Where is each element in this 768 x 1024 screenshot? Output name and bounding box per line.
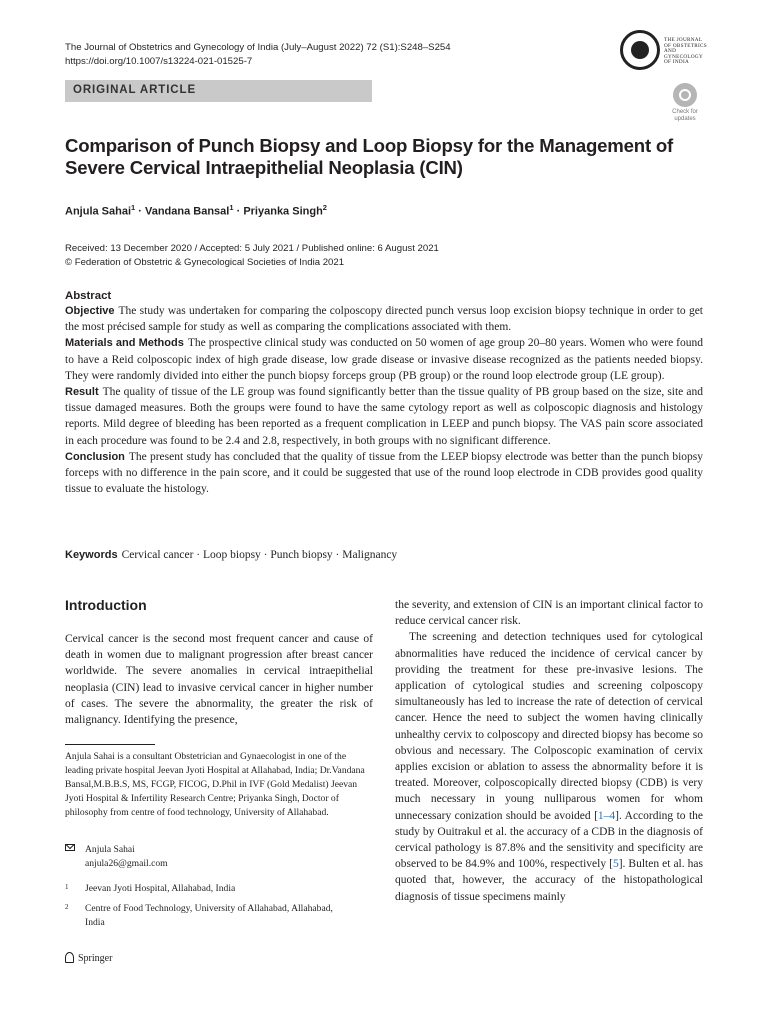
copyright-notice: © Federation of Obstetric & Gynecological Societies of India 2021 bbox=[65, 257, 345, 268]
citation-link[interactable]: 1–4 bbox=[597, 809, 616, 822]
introduction-heading: Introduction bbox=[65, 597, 147, 613]
keywords-label: Keywords bbox=[65, 549, 118, 561]
author-name[interactable]: Vandana Bansal bbox=[144, 205, 230, 218]
paragraph-text: ]. Bulten et al. has quoted that, however, the accuracy of the histopathological diagnosis of tissue specimens mainly bbox=[395, 858, 703, 903]
introduction-paragraph-2 bbox=[395, 629, 703, 904]
journal-logo bbox=[620, 30, 710, 80]
right-column bbox=[395, 597, 703, 905]
introduction-continuation: the severity, and extension of CIN is an important clinical factor to reduce cervical cancer risk. bbox=[395, 599, 703, 628]
abstract-result bbox=[65, 384, 703, 449]
left-column bbox=[65, 597, 373, 728]
abstract-section-text: The present study has concluded that the quality of tissue from the LEEP biopsy electrode was better than the punch biopsy forceps with no difference in the pain score, and it could be suggested that use of the round loop electrode in CDB provides good quality tissue to evaluate the histology. bbox=[65, 450, 703, 496]
author-list bbox=[65, 203, 327, 218]
paragraph-text: ]. According to the study by Ouitrakul et al. the accuracy of a CDB in the diagnosis of cervical pathology is 87.8% and the sensitivity and specificity are observed to be 84.9% and 100%, respectively [ bbox=[395, 809, 703, 871]
author-affiliation-mark: 2 bbox=[322, 203, 327, 212]
envelope-icon bbox=[65, 844, 75, 851]
abstract-section-text: The prospective clinical study was conducted on 50 women of age group 20–80 years. Women who were found to have a Reid colposcopic index of high grade disease, low grade disease or invasive disease recognized as the patients needed biopsy. They were randomly divided into either the punch biopsy forceps group (PB group) or the round loop electrode group (LE group). bbox=[65, 337, 704, 382]
author-name[interactable]: Priyanka Singh bbox=[243, 205, 323, 218]
author-separator: · bbox=[233, 205, 244, 218]
author-name[interactable]: Anjula Sahai bbox=[65, 205, 132, 218]
citation-link[interactable]: 5 bbox=[612, 858, 619, 871]
abstract-section-text: The study was undertaken for comparing the colposcopy directed punch versus loop excision biopsy technique in order to get the most précised sample for study as well as comparing the complications associated with them. bbox=[65, 305, 703, 334]
article-title: Comparison of Punch Biopsy and Loop Biopsy for the Management of Severe Cervical Intraepithelial Neoplasia (CIN) bbox=[65, 135, 674, 178]
contact-name: Anjula Sahai bbox=[85, 844, 135, 855]
journal-citation: The Journal of Obstetrics and Gynecology of India (July–August 2022) 72 (S1):S248–S254 bbox=[65, 42, 451, 53]
check-updates-label: Check for updates bbox=[672, 109, 698, 122]
check-updates-icon bbox=[673, 83, 697, 107]
paragraph-text: The screening and detection techniques used for cytological abnormalities have reduced the incidence of cervical cancer by providing the treatment for these pre-invasive lesions. The application of cytological studies and screening colposcopy simultaneously has led to increase the rate of detection of cervical cancer. Hence the need to subject the women having clinically unhealthy cervix to colposcopy and directed biopsy has become so obvious and necessary. The Colposcopic examination of cervix applies excision or ablation to assess the abnormality before it is treated. Moreover, colposcopically directed biopsy (CDB) is very much necessary in young nulliparous women for whom unnecessary conization should be avoided [ bbox=[395, 631, 703, 822]
affiliation-number: 2 bbox=[65, 903, 69, 911]
article-type-label: ORIGINAL ARTICLE bbox=[73, 84, 197, 96]
affiliation-text: Jeevan Jyoti Hospital, Allahabad, India bbox=[85, 883, 236, 894]
abstract-section bbox=[65, 290, 703, 497]
keywords-line bbox=[65, 549, 397, 561]
springer-horse-icon bbox=[65, 952, 74, 963]
author-separator: · bbox=[135, 205, 145, 218]
doi-link[interactable]: https://doi.org/10.1007/s13224-021-01525-7 bbox=[65, 56, 253, 67]
check-for-updates-button[interactable] bbox=[665, 83, 705, 125]
abstract-conclusion bbox=[65, 449, 703, 498]
abstract-methods bbox=[65, 335, 703, 384]
publication-dates bbox=[65, 242, 439, 270]
affiliation-text: Centre of Food Technology, University of Allahabad, Allahabad, India bbox=[85, 903, 333, 928]
footnote-divider bbox=[65, 744, 155, 745]
journal-logo-text: THE JOURNAL OF OBSTETRICS AND GYNECOLOGY OF INDIA bbox=[664, 37, 707, 66]
author-affiliation-mark: 1 bbox=[131, 203, 136, 212]
publisher-name: Springer bbox=[78, 953, 113, 964]
abstract-objective bbox=[65, 303, 703, 335]
abstract-section-label: Objective bbox=[65, 305, 115, 317]
abstract-section-label: Result bbox=[65, 386, 99, 399]
abstract-section-label: Materials and Methods bbox=[65, 337, 184, 350]
abstract-heading: Abstract bbox=[65, 290, 112, 302]
affiliation-number: 1 bbox=[65, 883, 69, 891]
author-bio-footnote: Anjula Sahai is a consultant Obstetrician and Gynaecologist in one of the leading private hospital Jeevan Jyoti Hospital at Allahabad, India; Dr.Vandana Bansal,M.B.B.S, MS, FCGP, FICOG, D.Phil in IVF (Gold Medalist) Jeevan Jyoti Hospital & Infertility Research Centre; Priyanka Singh, Doctor of philosophy from centre of food technology, University of Allahabad. bbox=[65, 751, 365, 818]
contact-email[interactable]: anjula26@gmail.com bbox=[85, 858, 168, 869]
keywords-text: Cervical cancer · Loop biopsy · Punch biopsy · Malignancy bbox=[121, 549, 398, 561]
abstract-section-text: The quality of tissue of the LE group was found significantly better than the tissue quality of PB group based on the size, site and tissue damaged measures. Both the groups were found to have the same cytology report as well as colposcopic diagnosis and histology reports. Mild degree of bleeding has been reported as a frequent complication in LEEP and punch biopsy. The VAS pain score associated in each procedure was found to be 2.4 and 2.8, respectively, in both groups with no significant difference. bbox=[65, 386, 703, 447]
journal-seal-icon bbox=[620, 30, 660, 70]
abstract-section-label: Conclusion bbox=[65, 450, 125, 463]
introduction-paragraph: Cervical cancer is the second most frequent cancer and cause of death in women due to malignant progression after breast cancer worldwide. The severe anomalies in cervical intraepithelial neoplasia (CIN) lead to invasive cervical cancer in higher number of cases. The severe the abnormality, the greater the risk of malignancy. Identifying the presence, bbox=[65, 633, 373, 727]
publication-history: Received: 13 December 2020 / Accepted: 5 July 2021 / Published online: 6 August 2021 bbox=[65, 243, 439, 254]
publisher-footer bbox=[65, 952, 112, 964]
author-affiliation-mark: 1 bbox=[229, 203, 234, 212]
journal-header bbox=[65, 41, 451, 69]
article-type-banner bbox=[65, 80, 372, 102]
